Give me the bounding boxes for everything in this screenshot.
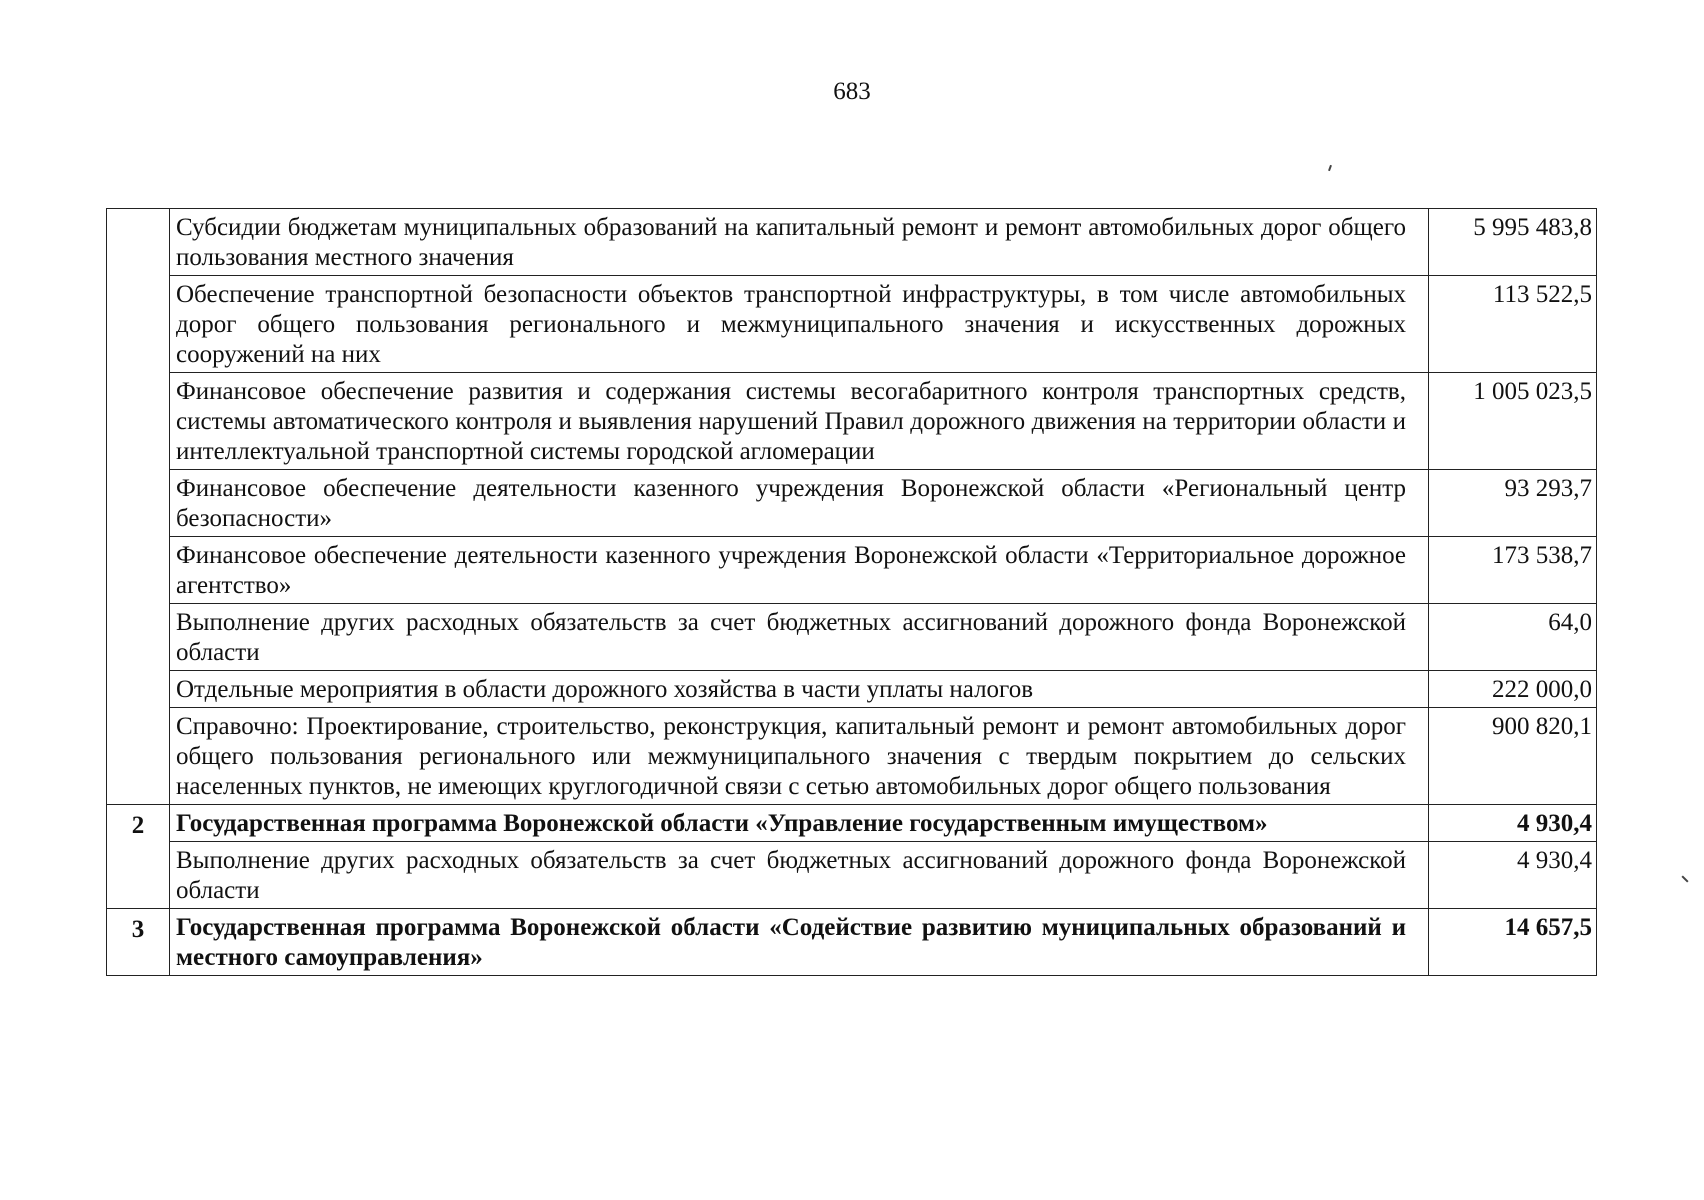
page-number: 683 — [833, 78, 871, 105]
row-number-cell — [107, 209, 170, 805]
table-row — [107, 805, 1597, 842]
scan-speck — [1681, 875, 1688, 882]
expense-name-cell: Отдельные мероприятия в области дорожного хозяйства в части уплаты налогов — [170, 671, 1429, 708]
expense-name-cell: Финансовое обеспечение деятельности казенного учреждения Воронежской области «Территориальное дорожное агентство» — [170, 537, 1429, 604]
expense-name-cell: Выполнение других расходных обязательств за счет бюджетных ассигнований дорожного фонда Воронежской области — [170, 842, 1429, 909]
table-row — [107, 671, 1597, 708]
amount-cell: 113 522,5 — [1429, 276, 1597, 373]
expense-name-cell: Государственная программа Воронежской области «Управление государственным имуществом» — [170, 805, 1429, 842]
table-row — [107, 470, 1597, 537]
amount-cell: 4 930,4 — [1429, 805, 1597, 842]
table-row — [107, 209, 1597, 276]
expense-name-cell: Государственная программа Воронежской области «Содействие развитию муниципальных образований и местного самоуправления» — [170, 909, 1429, 976]
amount-cell: 1 005 023,5 — [1429, 373, 1597, 470]
table-row — [107, 909, 1597, 976]
amount-cell: 222 000,0 — [1429, 671, 1597, 708]
expense-name-cell: Выполнение других расходных обязательств за счет бюджетных ассигнований дорожного фонда Воронежской области — [170, 604, 1429, 671]
amount-cell: 5 995 483,8 — [1429, 209, 1597, 276]
table-row — [107, 842, 1597, 909]
amount-cell: 4 930,4 — [1429, 842, 1597, 909]
row-number-cell: 2 — [107, 805, 170, 909]
table-row — [107, 276, 1597, 373]
amount-cell: 173 538,7 — [1429, 537, 1597, 604]
table-row — [107, 373, 1597, 470]
table-row — [107, 708, 1597, 805]
amount-cell: 93 293,7 — [1429, 470, 1597, 537]
amount-cell: 14 657,5 — [1429, 909, 1597, 976]
amount-cell: 64,0 — [1429, 604, 1597, 671]
expense-name-cell: Финансовое обеспечение деятельности казенного учреждения Воронежской области «Региональный центр безопасности» — [170, 470, 1429, 537]
amount-cell: 900 820,1 — [1429, 708, 1597, 805]
row-number-cell: 3 — [107, 909, 170, 976]
scan-speck — [1328, 165, 1332, 171]
table-row — [107, 604, 1597, 671]
budget-table — [106, 208, 1597, 976]
expense-name-cell: Обеспечение транспортной безопасности объектов транспортной инфраструктуры, в том числе автомобильных дорог общего пользования регионального и межмуниципального значения и искусственных дорожных сооружений на них — [170, 276, 1429, 373]
expense-name-cell: Субсидии бюджетам муниципальных образований на капитальный ремонт и ремонт автомобильных дорог общего пользования местного значения — [170, 209, 1429, 276]
expense-name-cell: Финансовое обеспечение развития и содержания системы весогабаритного контроля транспортных средств, системы автоматического контроля и выявления нарушений Правил дорожного движения на территории области и интеллектуальной транспортной системы городской агломерации — [170, 373, 1429, 470]
table-row — [107, 537, 1597, 604]
expense-name-cell: Справочно: Проектирование, строительство, реконструкция, капитальный ремонт и ремонт автомобильных дорог общего пользования регионального или межмуниципального значения с твердым покрытием до сельских населенных пунктов, не имеющих круглогодичной связи с сетью автомобильных дорог общего пользования — [170, 708, 1429, 805]
